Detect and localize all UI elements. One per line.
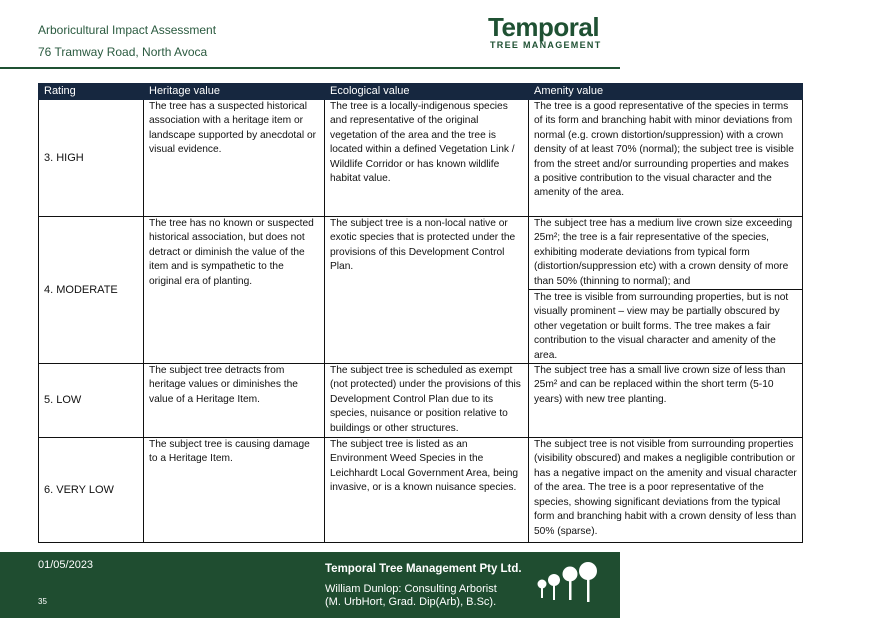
heritage-cell: The tree has a suspected historical association with a heritage item or landscape supported by anecdotal or visual evidence. (144, 100, 325, 217)
table-row (39, 100, 803, 217)
table-row (39, 217, 803, 364)
value-rating-table (38, 83, 803, 543)
rating-cell: 5. LOW (39, 364, 144, 438)
ecological-cell: The subject tree is a non-local native or exotic species that is protected under the provisions of this Development Control Plan. (325, 217, 529, 364)
amenity-cell: The subject tree has a small live crown size of less than 25m² and can be replaced within the short term (5-10 years) with new tree planting. (529, 364, 803, 438)
footer-company: Temporal Tree Management Pty Ltd. (325, 563, 522, 575)
heritage-cell: The subject tree is causing damage to a Heritage Item. (144, 438, 325, 543)
heritage-cell: The subject tree detracts from heritage values or diminishes the value of a Heritage Item. (144, 364, 325, 438)
amenity-cell-part-2: The tree is visible from surrounding properties, but is not visually prominent – view may be partially obscured by other vegetation or built forms. The tree makes a fair contribution to the visual character and amenity of the area. (534, 292, 789, 361)
column-header-rating: Rating (39, 84, 144, 100)
page-number: 35 (38, 597, 47, 606)
rating-cell: 4. MODERATE (39, 217, 144, 364)
footer-arborist-name: William Dunlop: Consulting Arborist (325, 583, 497, 595)
column-header-heritage: Heritage value (144, 84, 325, 100)
ecological-cell: The tree is a locally-indigenous species and representative of the original vegetation of the area and the tree is located within a defined Vegetation Link / Wildlife Corridor or has known wildlife habitat value. (325, 100, 529, 217)
heritage-cell: The tree has no known or suspected historical association, but does not detract or diminish the value of the item and is sympathetic to the original era of planting. (144, 217, 325, 364)
rating-cell: 3. HIGH (39, 100, 144, 217)
ecological-cell: The subject tree is listed as an Environment Weed Species in the Leichhardt Local Government Area, being invasive, or is a known nuisance species. (325, 438, 529, 543)
rating-cell: 6. VERY LOW (39, 438, 144, 543)
table-header-row (39, 84, 803, 100)
amenity-cell (529, 217, 803, 364)
column-header-ecological: Ecological value (325, 84, 529, 100)
footer-qualifications: (M. UrbHort, Grad. Dip(Arb), B.Sc). (325, 596, 497, 608)
amenity-cell-part-1: The subject tree has a medium live crown size exceeding 25m²; the tree is a fair representative of the species, exhibiting moderate deviations from typical form (distortion/suppression etc) with a crown density of more than 50% (thinning to normal); and (529, 217, 802, 290)
ecological-cell: The subject tree is scheduled as exempt (not protected) under the provisions of this Development Control Plan due to its species, nuisance or position relative to buildings or other structures. (325, 364, 529, 438)
table-row (39, 438, 803, 543)
trees-icon (535, 562, 605, 604)
header-divider (0, 67, 620, 69)
amenity-cell: The subject tree is not visible from surrounding properties (visibility obscured) and makes a negligible contribution or has a negative impact on the amenity and visual character of the area. The tree is a poor representative of the species, showing significant deviations from the typical form and branching habit with a crown density of less than 50% (sparse). (529, 438, 803, 543)
table-row (39, 364, 803, 438)
document-address: 76 Tramway Road, North Avoca (38, 45, 208, 59)
footer-date: 01/05/2023 (38, 559, 94, 571)
column-header-amenity: Amenity value (529, 84, 803, 100)
amenity-cell: The tree is a good representative of the species in terms of its form and branching habit with minor deviations from normal (e.g. crown distortion/suppression) with a crown density of at least 70% (normal); the subject tree is visible from the street and/or surrounding properties and makes a positive contribution to the visual character and the amenity of the area. (529, 100, 803, 217)
document-title: Arboricultural Impact Assessment (38, 23, 217, 37)
logo-wordmark: Temporal (488, 12, 600, 42)
logo-tagline: TREE MANAGEMENT (490, 40, 602, 50)
